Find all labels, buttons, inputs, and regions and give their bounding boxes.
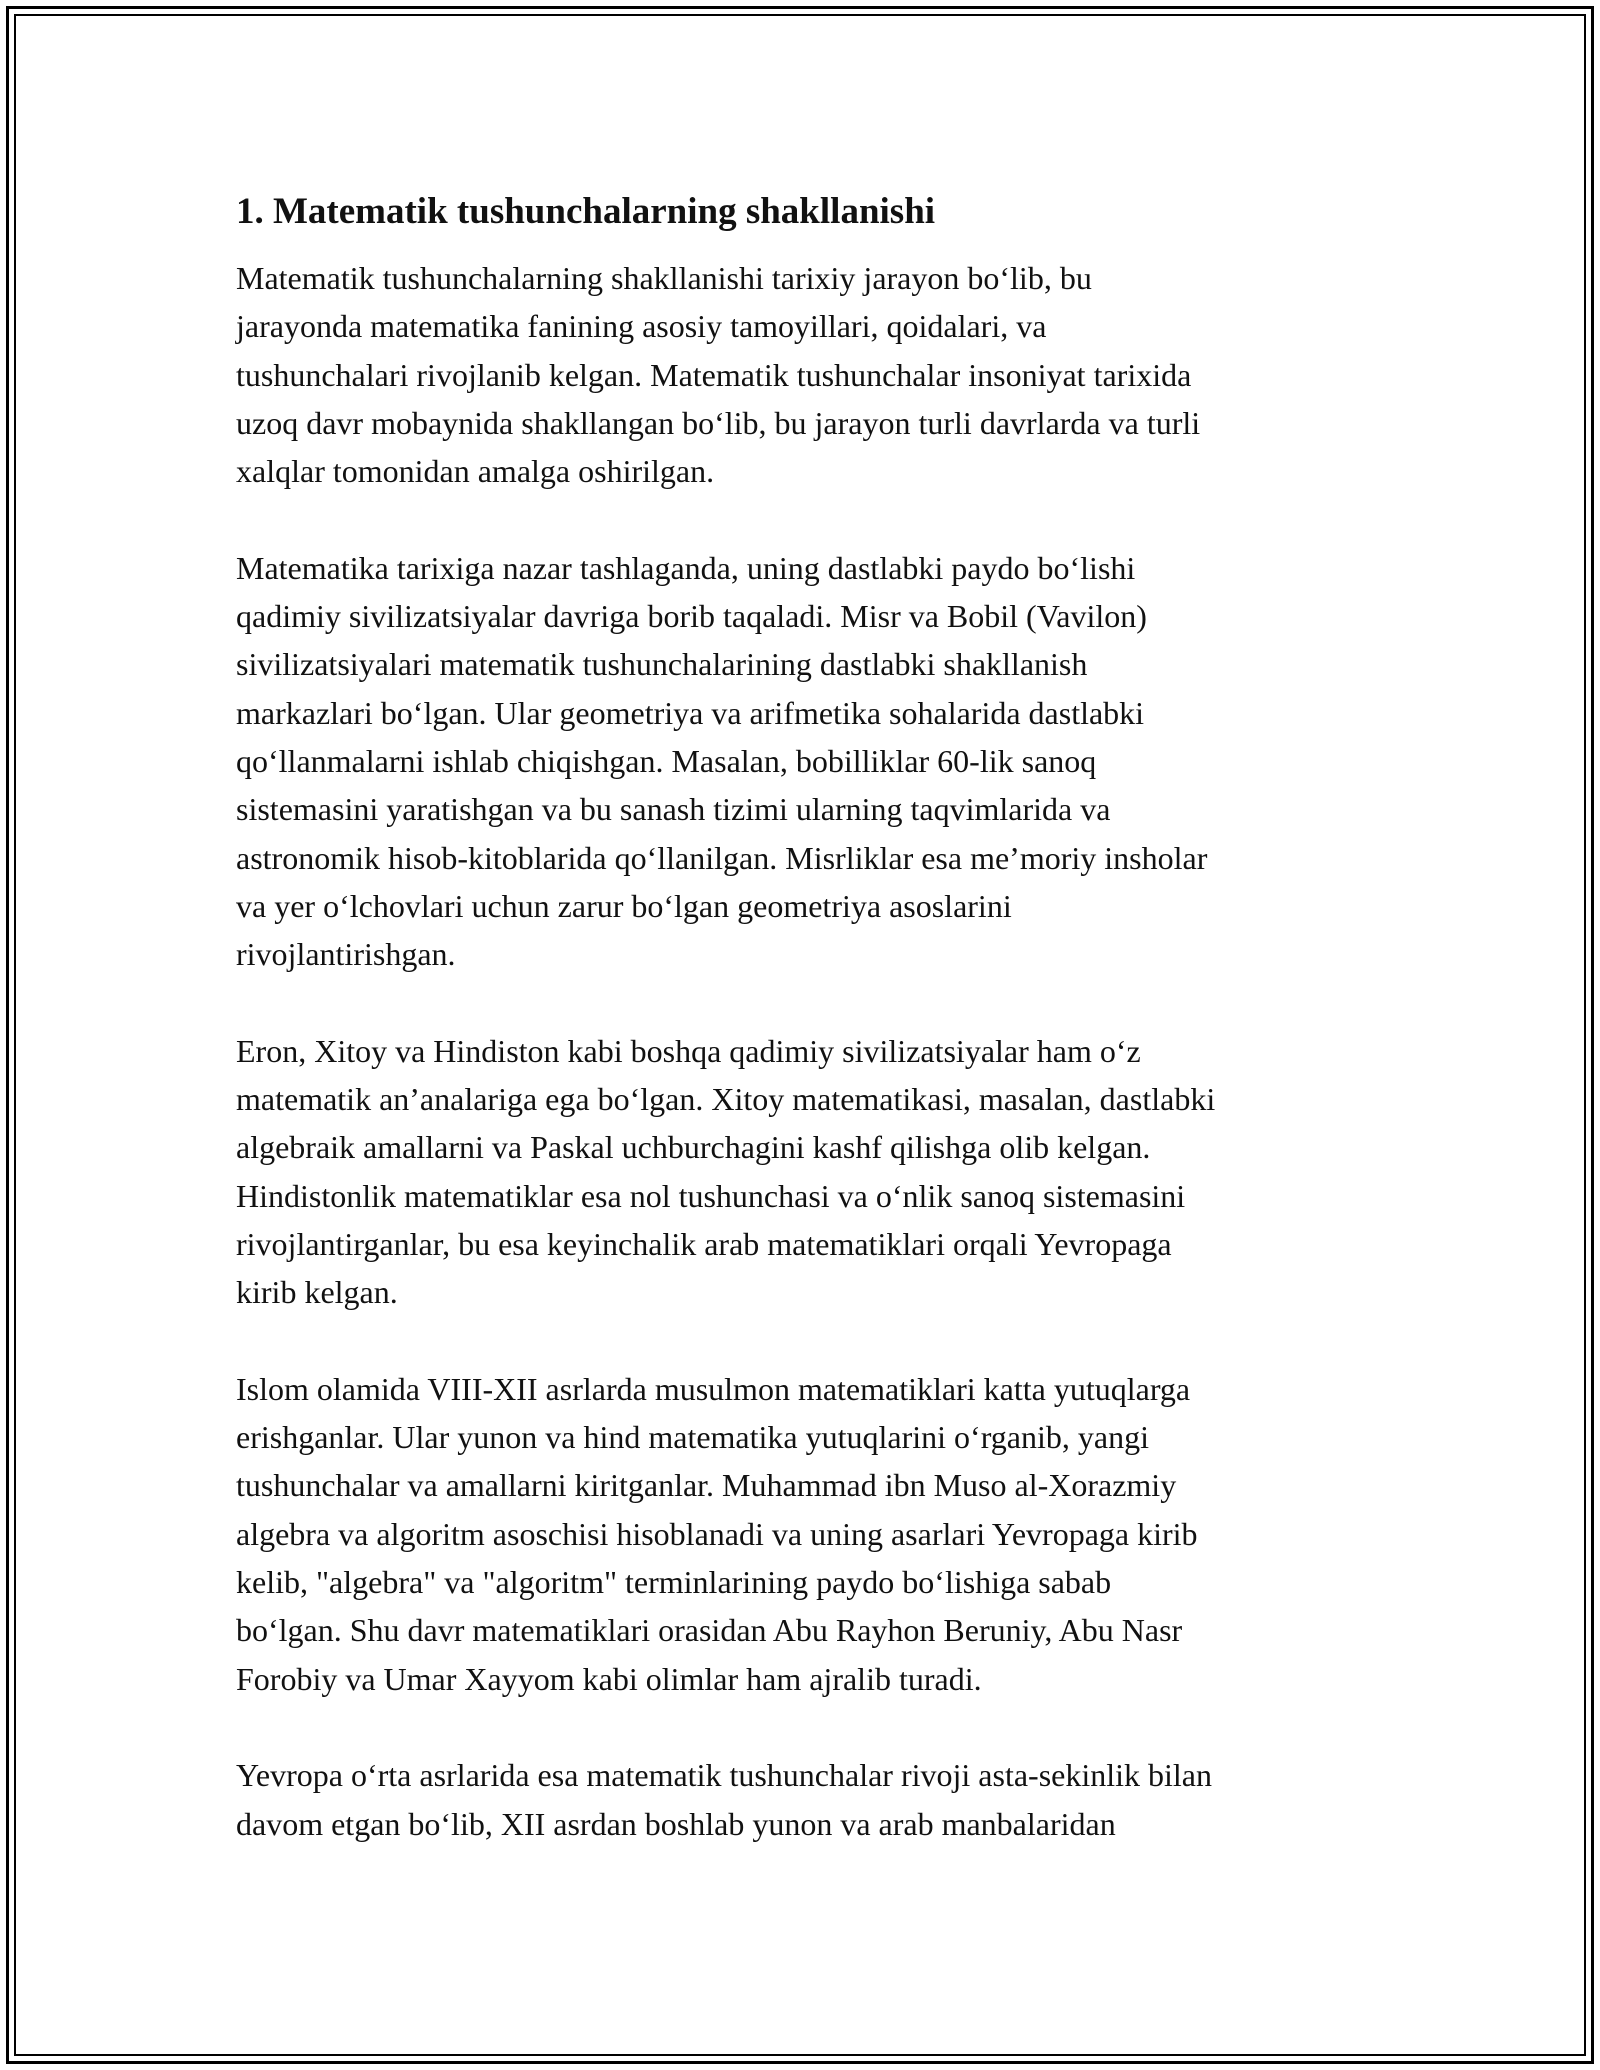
paragraph-1: Matematik tushunchalarning shakllanishi tarixiy jarayon bo‘lib, bu jarayonda matematika fanining asosiy tamoyillari, qoidalari, va tushunchalari rivojlanib kelgan. Matematik tushunchalar insoniyat tarixida uzoq davr mobaynida shakllangan bo‘lib, bu jarayon turli davrlarda va turli xalqlar tomonidan amalga oshirilgan.	[236, 260, 1201, 490]
paragraph-4: Islom olamida VIII-XII asrlarda musulmon matematiklari katta yutuqlarga erishganlar. Ular yunon va hind matematika yutuqlarini o‘rganib, yangi tushunchalar va amallarni kiritganlar. Muhammad ibn Muso al-Xorazmiy algebra va algoritm asoschisi hisoblanadi va uning asarlari Yevropaga kirib kelib, "algebra" va "algoritm" terminlarining paydo bo‘lishiga sabab bo‘lgan. Shu davr matematiklari orasidan Abu Rayhon Beruniy, Abu Nasr Forobiy va Umar Xayyom kabi olimlar ham ajralib turadi.	[236, 1370, 1198, 1697]
paragraph-3: Eron, Xitoy va Hindiston kabi boshqa qadimiy sivilizatsiyalar ham o‘z matematik an’analariga ega bo‘lgan. Xitoy matematikasi, masalan, dastlabki algebraik amallarni va Paskal uchburchagini kashf qilishga olib kelgan. Hindistonlik matematiklar esa nol tushunchasi va o‘nlik sanoq sistemasini rivojlantirganlar, bu esa keyinchalik arab matematiklari orqali Yevropaga kirib kelgan.	[236, 1032, 1216, 1311]
document-body	[236, 186, 1376, 1848]
paragraph-2: Matematika tarixiga nazar tashlaganda, uning dastlabki paydo bo‘lishi qadimiy sivilizatsiyalar davriga borib taqaladi. Misr va Bobil (Vavilon) sivilizatsiyalari matematik tushunchalarining dastlabki shakllanish markazlari bo‘lgan. Ular geometriya va arifmetika sohalarida dastlabki qo‘llanmalarni ishlab chiqishgan. Masalan, bobilliklar 60-lik sanoq sistemasini yaratishgan va bu sanash tizimi ularning taqvimlarida va astronomik hisob-kitoblarida qo‘llanilgan. Misrliklar esa me’moriy insholar va yer o‘lchovlari uchun zarur bo‘lgan geometriya asoslarini rivojlantirishgan.	[236, 549, 1208, 973]
paragraph-5: Yevropa o‘rta asrlarida esa matematik tushunchalar rivoji asta-sekinlik bilan davom etgan bo‘lib, XII asrdan boshlab yunon va arab manbalaridan	[236, 1757, 1212, 1842]
section-heading: 1. Matematik tushunchalarning shakllanishi	[236, 191, 936, 232]
